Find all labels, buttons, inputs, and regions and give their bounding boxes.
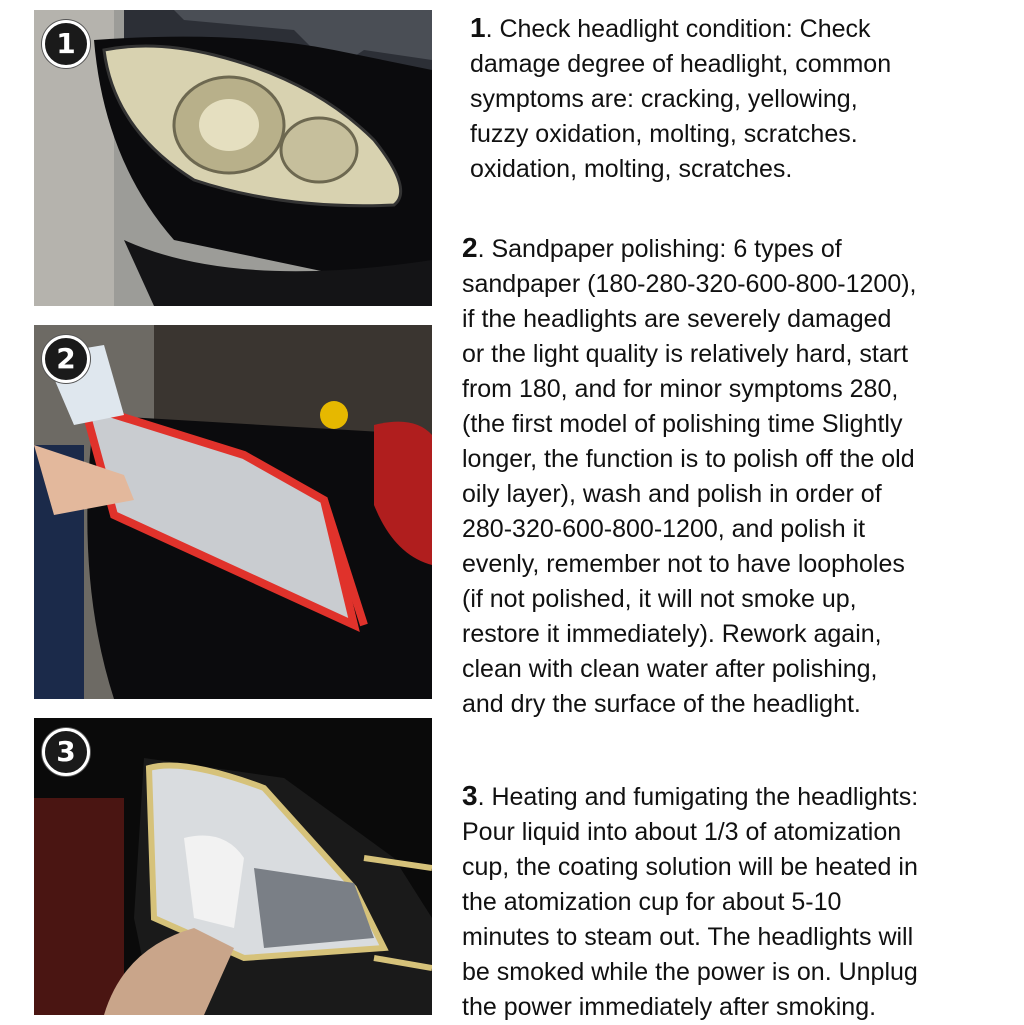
step-1-line-4: oxidation, molting, scratches.	[470, 155, 793, 183]
step-2-line-4: from 180, and for minor symptoms 280,	[462, 375, 899, 403]
step-3-badge: 3	[42, 728, 90, 776]
step-1-number: 1	[470, 12, 486, 43]
step-2-line-11: restore it immediately). Rework again,	[462, 620, 882, 648]
step-2-badge: 2	[42, 335, 90, 383]
step-2-line-12: clean with clean water after polishing,	[462, 655, 878, 683]
step-2-line-10: (if not polished, it will not smoke up,	[462, 585, 857, 613]
step-3-line-4: minutes to steam out. The headlights will	[462, 923, 914, 951]
photo-step-3	[34, 718, 432, 1015]
step-3-text	[462, 778, 1007, 1025]
step-1-line-2: symptoms are: cracking, yellowing,	[470, 85, 858, 113]
step-3-number: 3	[462, 780, 478, 811]
heating-fumigating-image	[34, 718, 432, 1015]
step-2-line-8: 280-320-600-800-1200, and polish it	[462, 515, 866, 543]
step-3-line-0: 3. Heating and fumigating the headlights:	[462, 780, 919, 811]
step-2-line-13: and dry the surface of the headlight.	[462, 690, 861, 718]
step-2-number: 2	[462, 232, 478, 263]
step-3-line-6: the power immediately after smoking.	[462, 993, 877, 1021]
step-2-line-2: if the headlights are severely damaged	[462, 305, 892, 333]
photo-step-1	[34, 10, 432, 306]
step-2-text	[462, 230, 1007, 722]
step-2-line-0: 2. Sandpaper polishing: 6 types of	[462, 232, 842, 263]
photo-step-2	[34, 325, 432, 699]
step-1-text	[470, 10, 1015, 187]
step-1-badge: 1	[42, 20, 90, 68]
headlight-condition-image	[34, 10, 432, 306]
step-3-line-3: the atomization cup for about 5-10	[462, 888, 842, 916]
step-2-line-5: (the first model of polishing time Slightly	[462, 410, 903, 438]
step-1-line-3: fuzzy oxidation, molting, scratches.	[470, 120, 858, 148]
step-2-line-3: or the light quality is relatively hard, start	[462, 340, 909, 368]
step-2-line-6: longer, the function is to polish off the old	[462, 445, 915, 473]
step-2-line-9: evenly, remember not to have loopholes	[462, 550, 905, 578]
step-3-line-2: cup, the coating solution will be heated in	[462, 853, 918, 881]
step-2-line-7: oily layer), wash and polish in order of	[462, 480, 882, 508]
step-1-line-0: 1. Check headlight condition: Check	[470, 12, 871, 43]
step-2-line-1: sandpaper (180-280-320-600-800-1200),	[462, 270, 917, 298]
step-3-line-5: be smoked while the power is on. Unplug	[462, 958, 918, 986]
step-1-line-1: damage degree of headlight, common	[470, 50, 892, 78]
step-3-line-1: Pour liquid into about 1/3 of atomization	[462, 818, 902, 846]
sandpaper-polishing-image	[34, 325, 432, 699]
